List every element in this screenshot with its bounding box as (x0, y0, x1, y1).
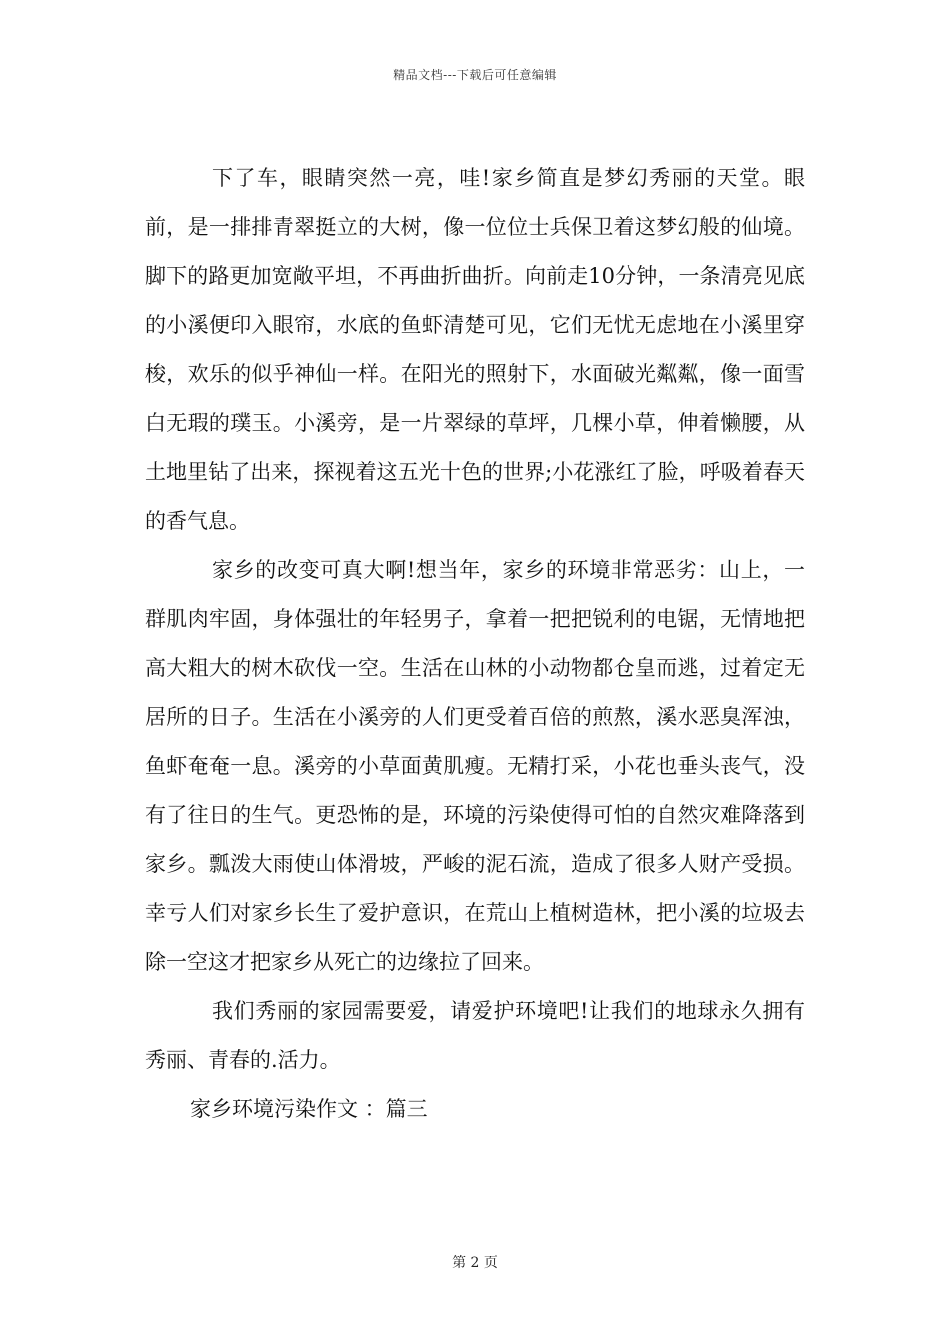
section-title: 家乡环境污染作文 ：篇三 (190, 1097, 428, 1121)
paragraph-2: 家乡的改变可真大啊!想当年，家乡的环境非常恶劣：山上，一群肌肉牢固，身体强壮的年轻男子，拿着一把把锐利的电锯，无情地把高大粗大的树木砍伐一空。生活在山林的小动物都仓皇而逃，过着定无居所的日子。生活在小溪旁的人们更受着百倍的煎熬，溪水恶臭浑浊，鱼虾奄奄一息。溪旁的小草面黄肌瘦。无精打采，小花也垂头丧气，没有了往日的生气。更恐怖的是，环境的污染使得可怕的自然灾难降落到家乡。瓢泼大雨使山体滑坡，严峻的泥石流，造成了很多人财产受损。幸亏人们对家乡长生了爱护意识，在荒山上植树造林，把小溪的垃圾去除一空这才把家乡从死亡的边缘拉了回来。 (145, 558, 805, 974)
page-header: 精品文档---下载后可任意编辑 (393, 68, 557, 82)
document-body (145, 154, 805, 1134)
page-number: 第 2 页 (452, 1255, 498, 1271)
paragraph-3: 我们秀丽的家园需要爱，请爱护环境吧!让我们的地球永久拥有秀丽、青春的.活力。 (145, 999, 805, 1072)
paragraph-1: 下了车，眼睛突然一亮，哇!家乡简直是梦幻秀丽的天堂。眼前，是一排排青翠挺立的大树，像一位位士兵保卫着这梦幻般的仙境。脚下的路更加宽敞平坦，不再曲折曲折。向前走10分钟，一条清亮见底的小溪便印入眼帘，水底的鱼虾清楚可见，它们无忧无虑地在小溪里穿梭，欢乐的似乎神仙一样。在阳光的照射下，水面破光粼粼，像一面雪白无瑕的璞玉。小溪旁，是一片翠绿的草坪，几棵小草，伸着懒腰，从土地里钻了出来，探视着这五光十色的世界;小花涨红了脸，呼吸着春天的香气息。 (145, 166, 805, 533)
